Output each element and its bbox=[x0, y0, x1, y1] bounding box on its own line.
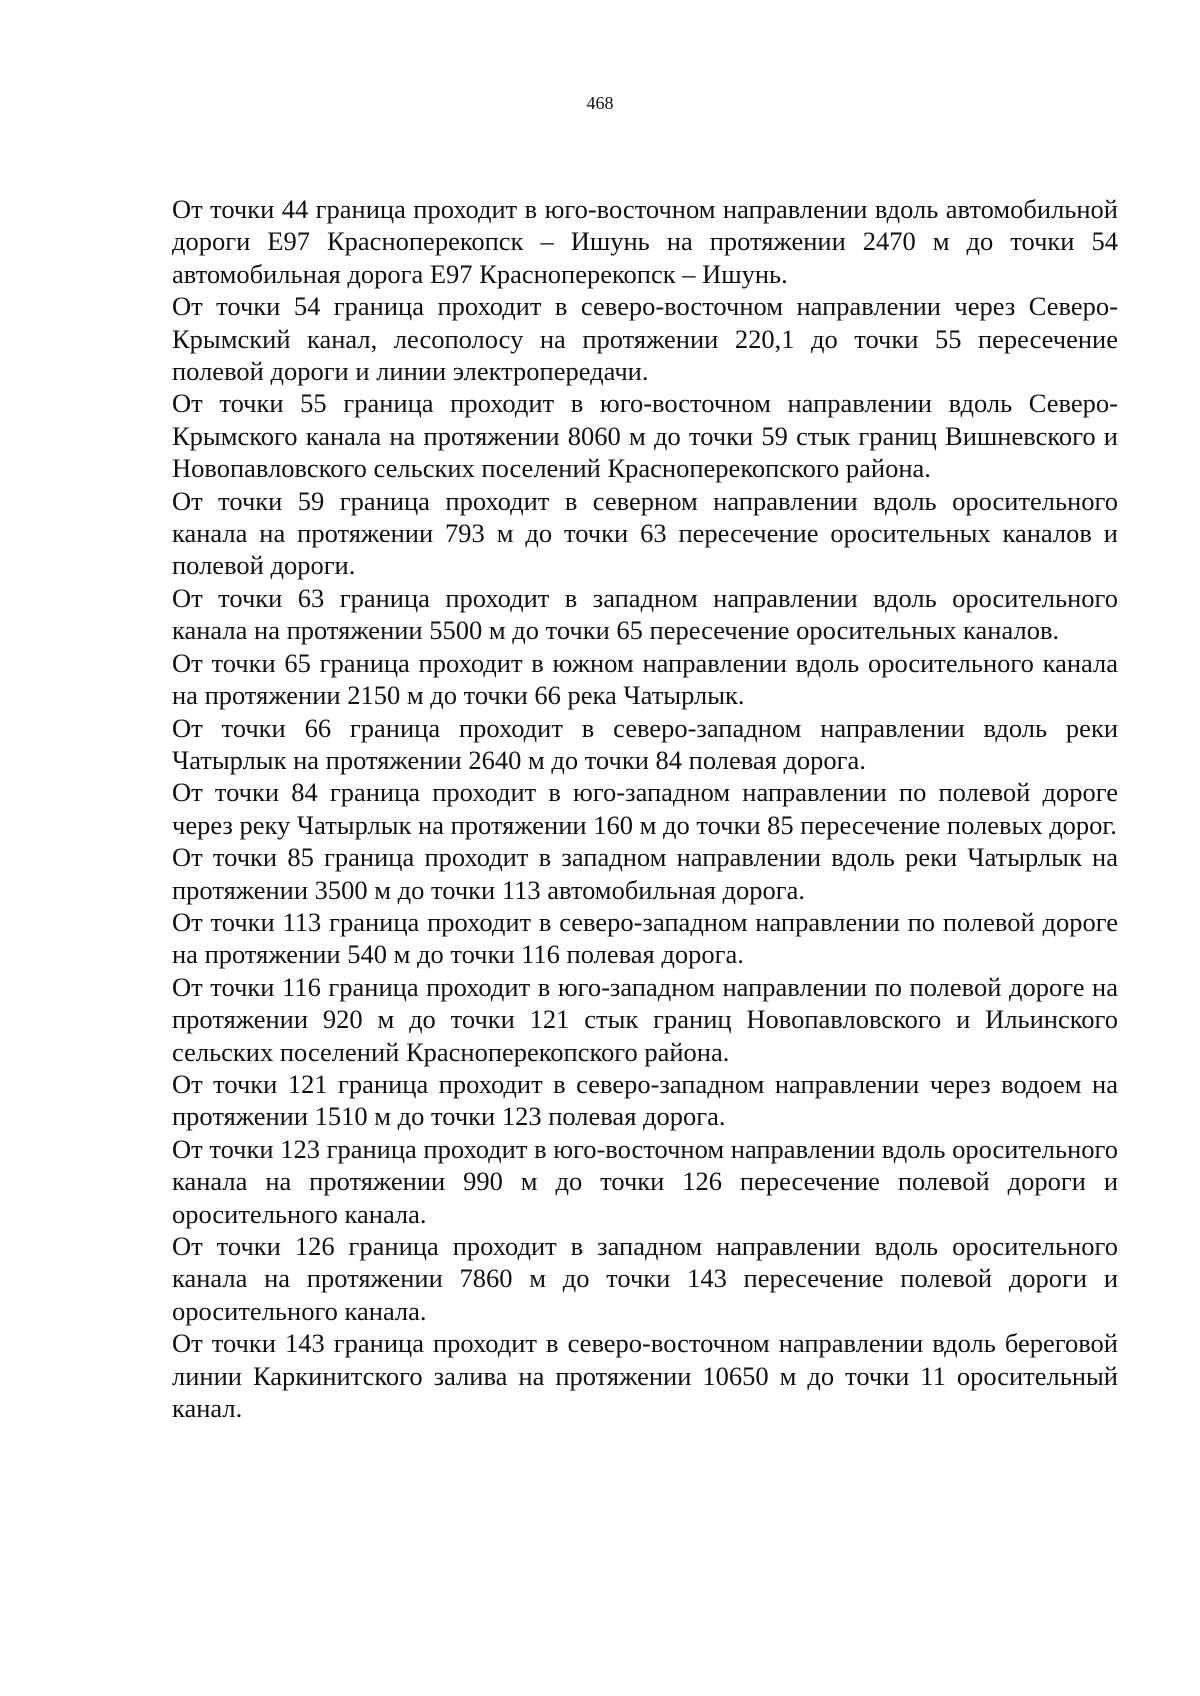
paragraph: От точки 143 граница проходит в северо-восточном направлении вдоль береговой линии Каркинитского залива на протяжении 10650 м до точки 11 оросительный канал. bbox=[172, 1328, 1118, 1424]
paragraph: От точки 113 граница проходит в северо-западном направлении по полевой дороге на протяжении 540 м до точки 116 полевая дорога. bbox=[172, 906, 1118, 970]
paragraph: От точки 54 граница проходит в северо-восточном направлении через Северо-Крымский канал, лесополосу на протяжении 220,1 до точки 55 пересечение полевой дороги и линии электропередачи. bbox=[172, 291, 1118, 387]
paragraph: От точки 66 граница проходит в северо-западном направлении вдоль реки Чатырлык на протяжении 2640 м до точки 84 полевая дорога. bbox=[172, 712, 1118, 775]
paragraph: От точки 63 граница проходит в западном направлении вдоль оросительного канала на протяжении 5500 м до точки 65 пересечение оросительных каналов. bbox=[172, 582, 1118, 646]
paragraph: От точки 65 граница проходит в южном направлении вдоль оросительного канала на протяжении 2150 м до точки 66 река Чатырлык. bbox=[172, 647, 1118, 711]
paragraph: От точки 85 граница проходит в западном направлении вдоль реки Чатырлык на протяжении 3500 м до точки 113 автомобильная дорога. bbox=[172, 842, 1118, 905]
paragraph: От точки 44 граница проходит в юго-восточном направлении вдоль автомобильной дороги Е97 Красноперекопск – Ишунь на протяжении 2470 м до точки 54 автомобильная дорога Е97 Красноперекопск – Ишунь. bbox=[172, 194, 1118, 289]
paragraph: От точки 55 граница проходит в юго-восточном направлении вдоль Северо-Крымского канала на протяжении 8060 м до точки 59 стык границ Вишневского и Новопавловского сельских поселений Красноперекопского района. bbox=[172, 388, 1118, 484]
body-text bbox=[172, 193, 1118, 1424]
paragraph: От точки 84 граница проходит в юго-западном направлении по полевой дороге через реку Чатырлык на протяжении 160 м до точки 85 пересечение полевых дорог. bbox=[172, 777, 1118, 840]
paragraph: От точки 121 граница проходит в северо-западном направлении через водоем на протяжении 1510 м до точки 123 полевая дорога. bbox=[172, 1068, 1118, 1132]
paragraph: От точки 116 граница проходит в юго-западном направлении по полевой дороге на протяжении 920 м до точки 121 стык границ Новопавловского и Ильинского сельских поселений Красноперекопского района. bbox=[172, 971, 1118, 1067]
paragraph: От точки 123 граница проходит в юго-восточном направлении вдоль оросительного канала на протяжении 990 м до точки 126 пересечение полевой дороги и оросительного канала. bbox=[172, 1133, 1118, 1229]
paragraph: От точки 59 граница проходит в северном направлении вдоль оросительного канала на протяжении 793 м до точки 63 пересечение оросительных каналов и полевой дороги. bbox=[172, 485, 1118, 581]
paragraph: От точки 126 граница проходит в западном направлении вдоль оросительного канала на протяжении 7860 м до точки 143 пересечение полевой дороги и оросительного канала. bbox=[172, 1231, 1118, 1326]
page-number: 468 bbox=[586, 93, 614, 113]
